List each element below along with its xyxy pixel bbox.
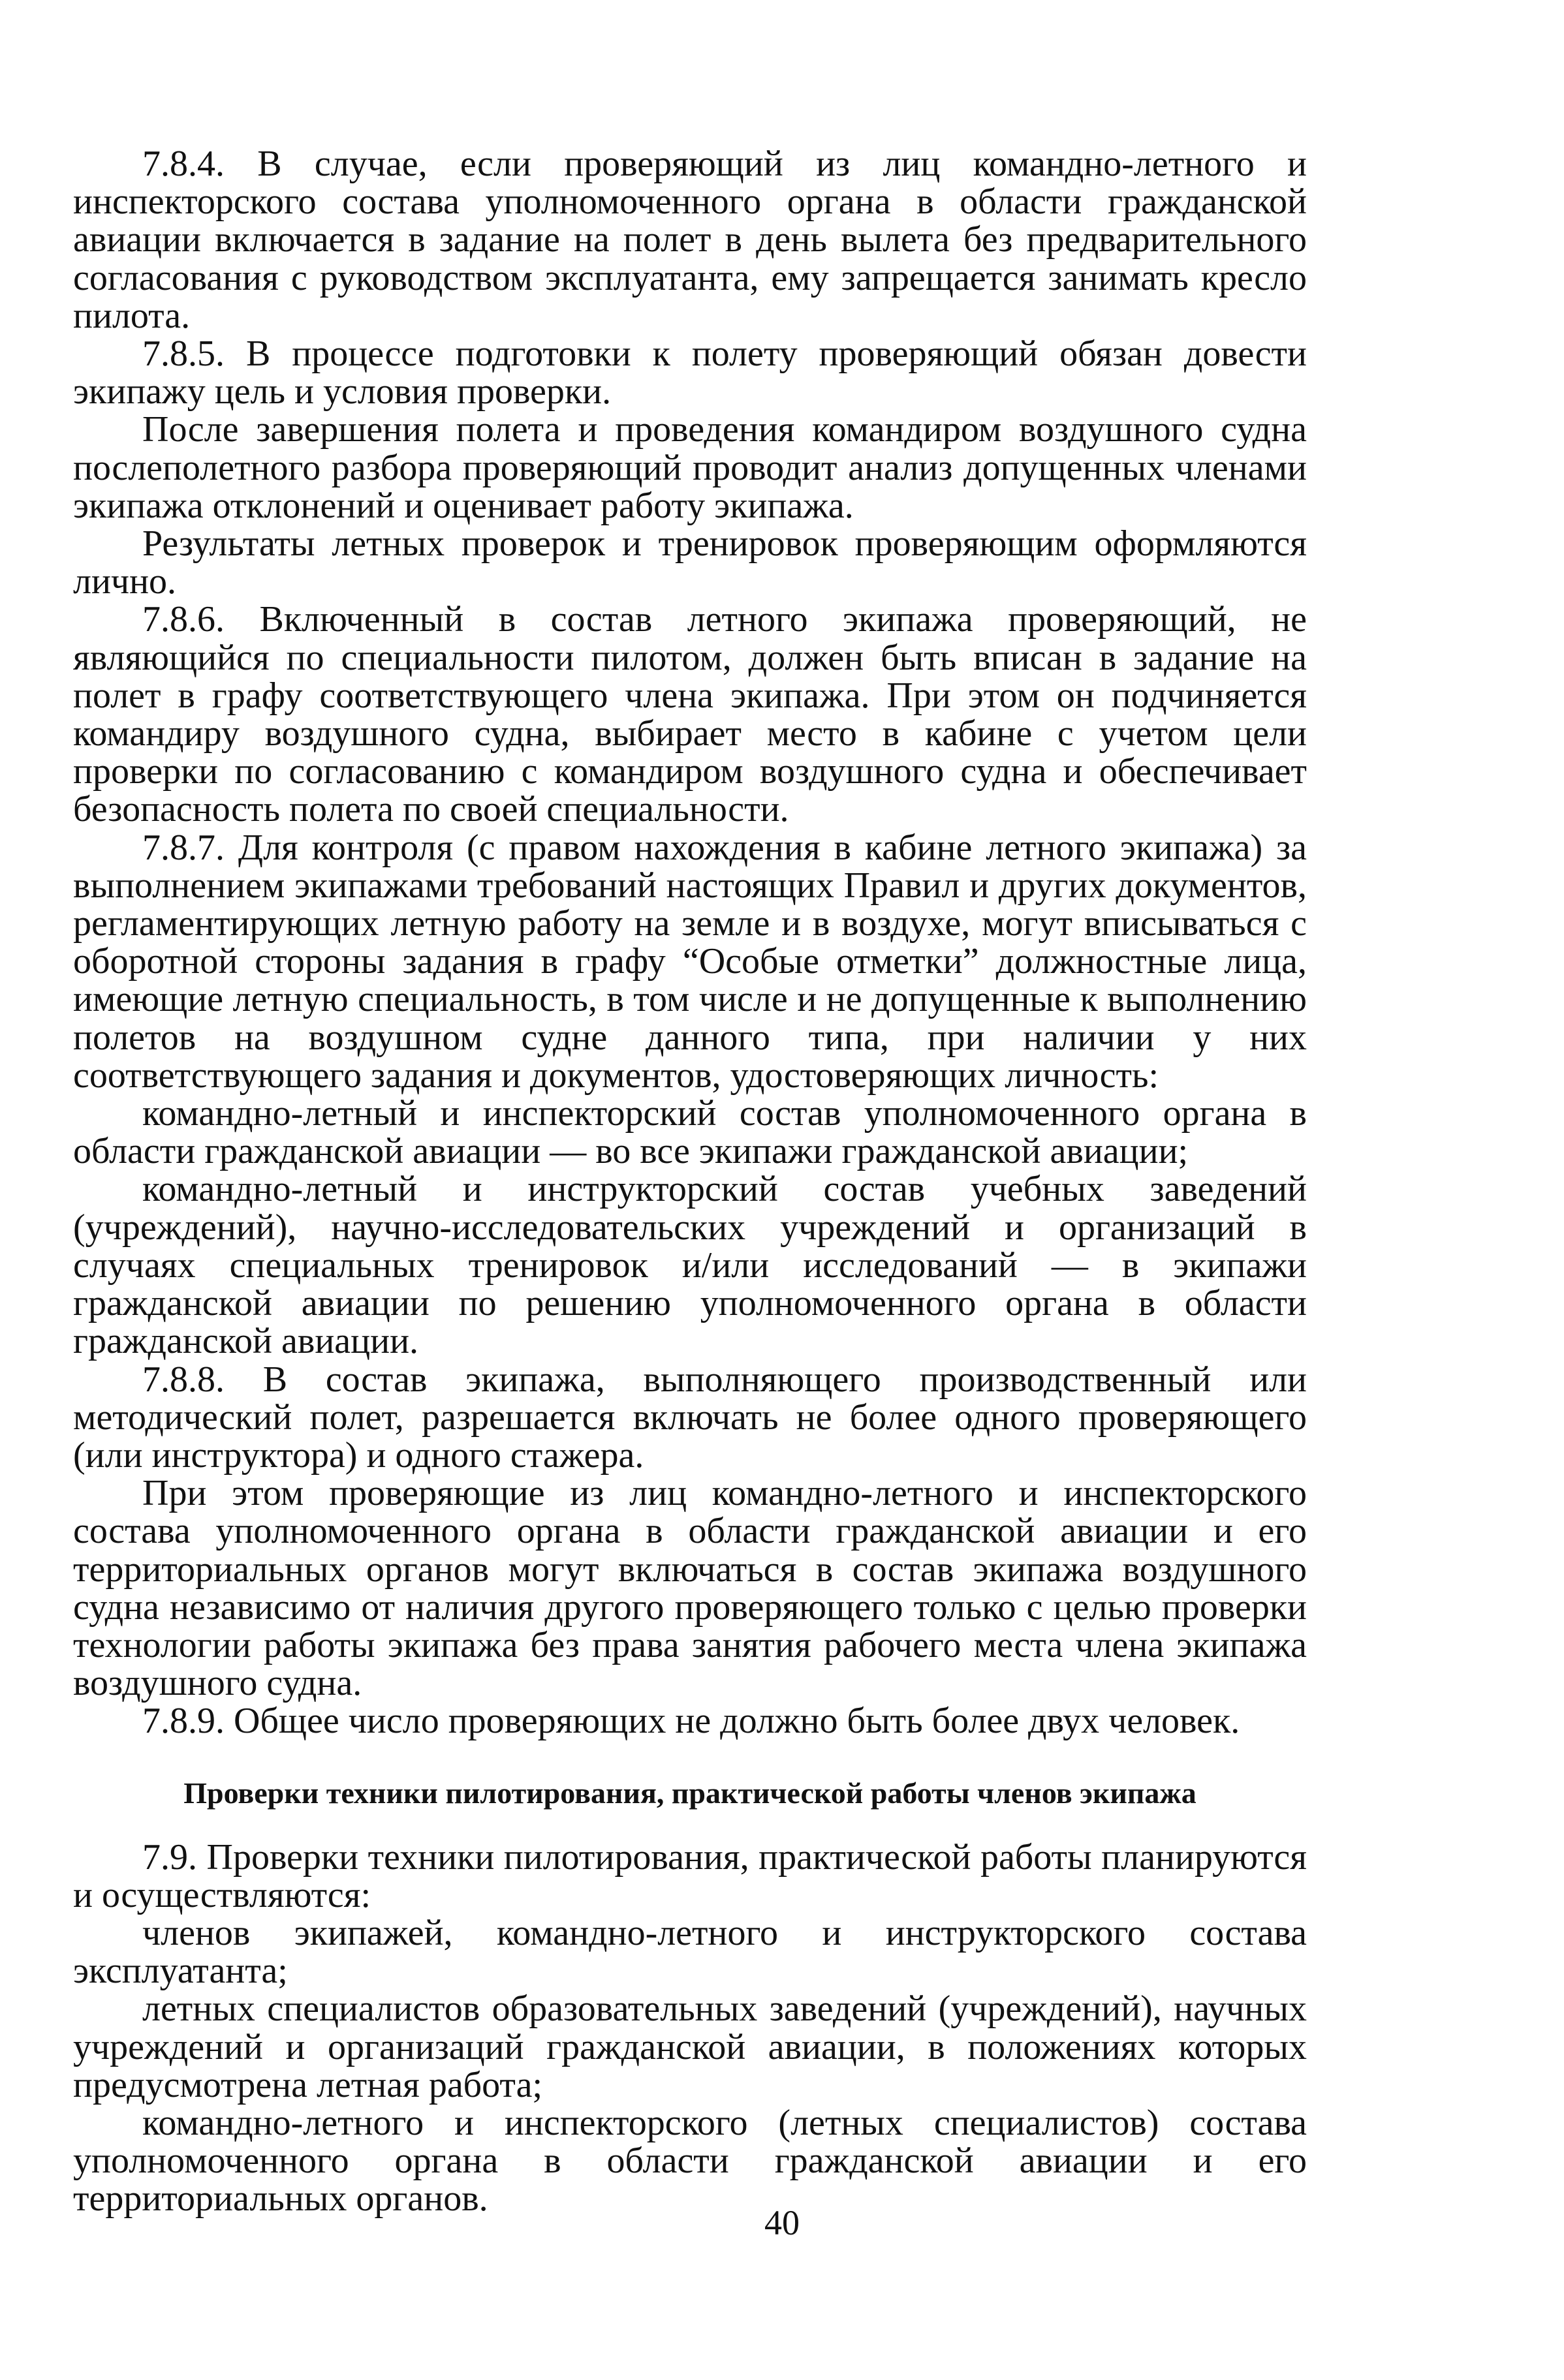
paragraph-7-8-9: 7.8.9. Общее число проверяющих не должно быть более двух человек.: [142, 1701, 1240, 1742]
paragraph-7-8-5: 7.8.5. В процессе подготовки к полету проверяющий обязан довести экипажу цель и условия проверки.: [73, 333, 1307, 412]
page-number: 40: [764, 2203, 800, 2242]
paragraph-7-8-4: 7.8.4. В случае, если проверяющий из лиц командно-летного и инспекторского состава уполномоченного органа в области гражданской авиации включается в задание на полет в день вылета без предварительного согласования с руководством эксплуатанта, ему запрещается занимать кресло пилота.: [73, 144, 1307, 336]
section-heading: Проверки техники пилотирования, практической работы членов экипажа: [183, 1776, 1196, 1810]
paragraph-7-8-6: 7.8.6. Включенный в состав летного экипажа проверяющий, не являющийся по специальности пилотом, должен быть вписан в задание на полет в графу соответствующего члена экипажа. При этом он подчиняется командиру воздушного судна, выбирает место в кабине с учетом цели проверки по согласованию с командиром воздушного судна и обеспечивает безопасность полета по своей специальности.: [73, 599, 1307, 830]
paragraph-7-8-8: 7.8.8. В состав экипажа, выполняющего производственный или методический полет, разрешается включать не более одного проверяющего (или инструктора) и одного стажера.: [73, 1359, 1307, 1476]
paragraph-post-flight-analysis: После завершения полета и проведения командиром воздушного судна послеполетного разбора проверяющий проводит анализ допущенных членами экипажа отклонений и оценивает работу экипажа.: [73, 409, 1307, 526]
list-item-flight-specialists: летных специалистов образовательных заведений (учреждений), научных учреждений и организаций гражданской авиации, в положениях которых предусмотрена летная работа;: [73, 1988, 1307, 2105]
paragraph-7-8-7: 7.8.7. Для контроля (с правом нахождения в кабине летного экипажа) за выполнением экипажами требований настоящих Правил и других документов, регламентирующих летную работу на земле и в воздухе, могут вписываться с оборотной стороны задания в графу “Особые отметки” должностные лица, имеющие летную специальность, в том числе и не допущенные к выполнению полетов на воздушном судне данного типа, при наличии у них соответствующего задания и документов, удостоверяющих личность:: [73, 827, 1307, 1096]
paragraph-inspectors-inclusion: При этом проверяющие из лиц командно-летного и инспекторского состава уполномоченного органа в области гражданской авиации и его территориальных органов могут включаться в состав экипажа воздушного судна независимо от наличия другого проверяющего только с целью проверки технологии работы экипажа без права занятия рабочего места члена экипажа воздушного судна.: [73, 1473, 1307, 1704]
document-page: [73, 145, 1307, 2218]
paragraph-results-recording: Результаты летных проверок и тренировок проверяющим оформляются лично.: [73, 523, 1307, 602]
list-item-command-staff: командно-летного и инспекторского (летных специалистов) состава уполномоченного органа в области гражданской авиации и его территориальных органов.: [73, 2102, 1307, 2219]
list-item-instructor-staff: командно-летный и инструкторский состав учебных заведений (учреждений), научно-исследовательских учреждений и организаций в случаях специальных тренировок и/или исследований — в экипажи гражданской авиации по решению уполномоченного органа в области гражданской авиации.: [73, 1169, 1307, 1362]
paragraph-7-9: 7.9. Проверки техники пилотирования, практической работы планируются и осуществляются:: [73, 1836, 1307, 1915]
list-item-inspector-staff: командно-летный и инспекторский состав уполномоченного органа в области гражданской авиации — во все экипажи гражданской авиации;: [73, 1093, 1307, 1172]
list-item-crew-members: членов экипажей, командно-летного и инструкторского состава эксплуатанта;: [73, 1912, 1307, 1992]
